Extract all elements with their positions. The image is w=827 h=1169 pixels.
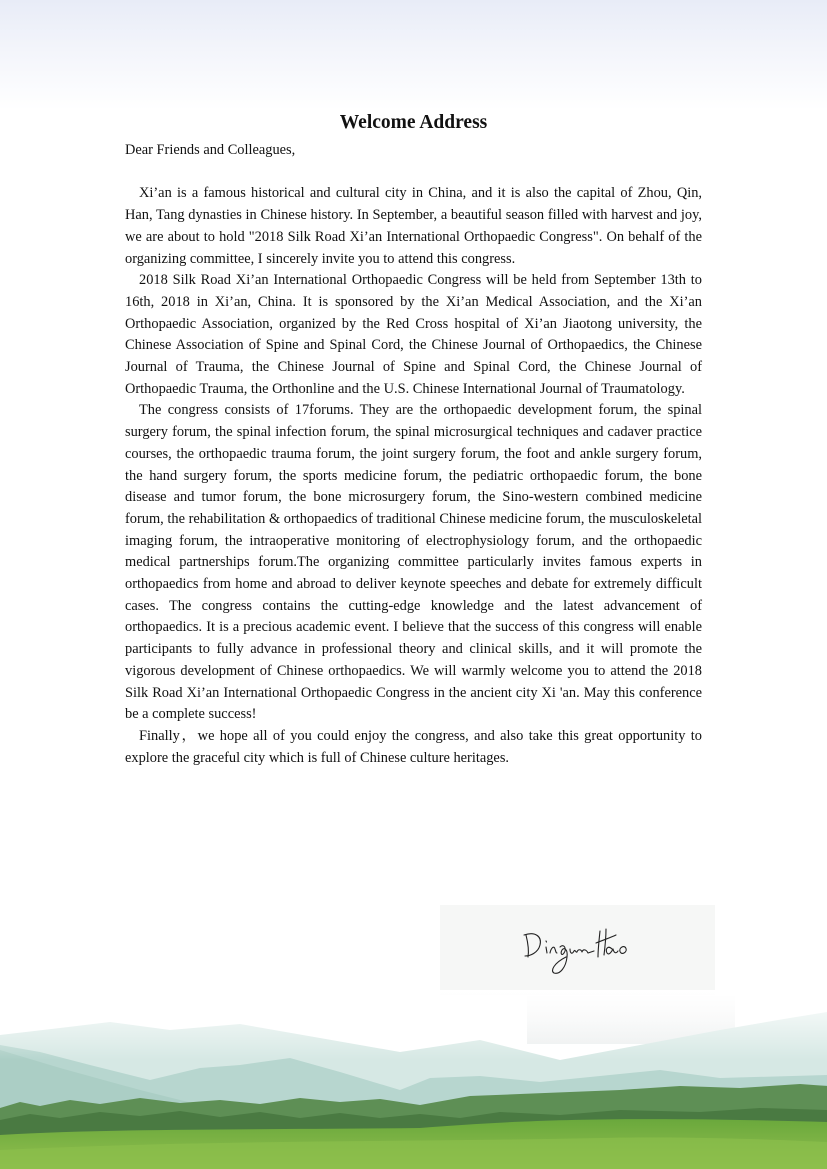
signature-image <box>520 923 660 983</box>
top-sky-gradient <box>0 0 827 110</box>
signature-block <box>440 905 715 995</box>
landscape-illustration <box>0 990 827 1169</box>
paragraph-forums: The congress consists of 17forums. They are the orthopaedic development forum, the spinal surgery forum, the spinal infection forum, the spinal microsurgical techniques and cadaver practice courses, the orthopaedic trauma forum, the joint surgery forum, the foot and ankle surgery forum, the hand surgery forum, the sports medicine forum, the pediatric orthopaedic forum, the bone disease and tumor forum, the bone microsurgery forum, the Sino-western combined medicine forum, the rehabilitation & orthopaedics of traditional Chinese medicine forum, the musculoskeletal imaging forum, the intraoperative monitoring of electrophysiology forum, and the orthopaedic medical partnerships forum.The organizing committee particularly invites famous experts in orthopaedics from home and abroad to deliver keynote speeches and debate for extremely difficult cases. The congress contains the cutting-edge knowledge and the latest advancement of orthopaedics. It is a precious academic event. I believe that the success of this congress will enable participants to fully advance in professional theory and clinical skills, and it will promote the vigorous development of Chinese orthopaedics. We will warmly welcome you to attend the 2018 Silk Road Xi’an International Orthopaedic Congress in the ancient city Xi 'an. May this conference be a complete success! <box>125 402 702 723</box>
letter-body <box>125 183 702 769</box>
welcome-letter <box>125 108 702 769</box>
salutation: Dear Friends and Colleagues, <box>125 142 296 158</box>
paragraph-intro: Xi’an is a famous historical and cultural city in China, and it is also the capital of Zhou, Qin, Han, Tang dynasties in Chinese history. In September, a beautiful season filled with harvest and joy, we are about to hold "2018 Silk Road Xi’an International Orthopaedic Congress". On behalf of the organizing committee, I sincerely invite you to attend this congress. <box>125 185 702 267</box>
paragraph-sponsors: 2018 Silk Road Xi’an International Orthopaedic Congress will be held from September 13th to 16th, 2018 in Xi’an, China. It is sponsored by the Xi’an Medical Association, and the Xi’an Orthopaedic Association, organized by the Red Cross hospital of Xi’an Jiaotong university, the Chinese Association of Spine and Spinal Cord, the Chinese Journal of Orthopaedics, the Chinese Journal of Trauma, the Chinese Journal of Spine and Spinal Cord, the Chinese Journal of Orthopaedic Trauma, the Orthonline and the U.S. Chinese International Journal of Traumatology. <box>125 272 702 397</box>
paragraph-closing: Finally，we hope all of you could enjoy the congress, and also take this great opportunity to explore the graceful city which is full of Chinese culture heritages. <box>125 727 702 766</box>
page-title: Welcome Address <box>339 112 488 133</box>
